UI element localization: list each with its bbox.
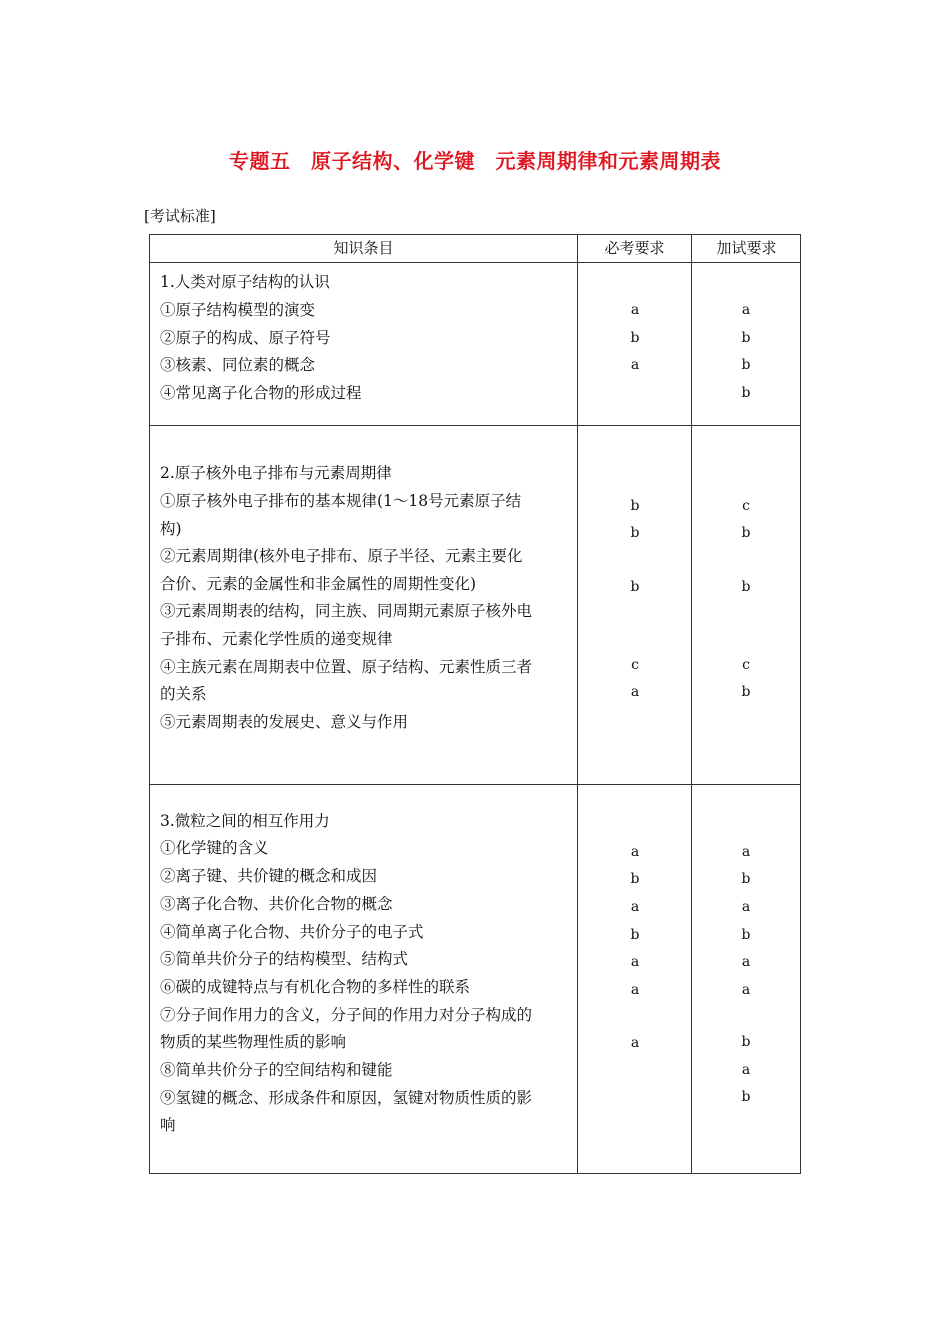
required-level: b xyxy=(630,525,640,541)
knowledge-line: 子排布、元素化学性质的递变规律 xyxy=(160,630,393,648)
column-divider xyxy=(577,235,578,1173)
knowledge-line: ⑤简单共价分子的结构模型、结构式 xyxy=(160,950,409,968)
extra-level: a xyxy=(741,899,751,915)
extra-level: c xyxy=(742,498,750,514)
extra-level: a xyxy=(741,302,751,318)
required-level: b xyxy=(630,330,640,346)
knowledge-line: ⑧简单共价分子的空间结构和键能 xyxy=(160,1061,393,1079)
knowledge-line: ④常见离子化合物的形成过程 xyxy=(160,384,362,402)
knowledge-line: ④简单离子化合物、共价分子的电子式 xyxy=(160,923,424,941)
extra-level: b xyxy=(741,871,751,887)
header-extra: 加试要求 xyxy=(716,239,777,257)
knowledge-line: 响 xyxy=(160,1116,176,1134)
required-level: a xyxy=(630,954,640,970)
extra-level: a xyxy=(741,982,751,998)
knowledge-line: ⑤元素周期表的发展史、意义与作用 xyxy=(160,713,409,731)
section-heading: 1.人类对原子结构的认识 xyxy=(160,273,330,291)
knowledge-line: ①原子结构模型的演变 xyxy=(160,301,316,319)
extra-level: b xyxy=(741,330,751,346)
knowledge-line: ⑦分子间作用力的含义，分子间的作用力对分子构成的 xyxy=(160,1006,533,1024)
extra-level: b xyxy=(741,357,751,373)
row-divider xyxy=(150,784,800,785)
required-level: a xyxy=(630,1035,640,1051)
required-level: b xyxy=(630,927,640,943)
knowledge-line: 物质的某些物理性质的影响 xyxy=(160,1033,347,1051)
extra-level: b xyxy=(741,1089,751,1105)
knowledge-line: ③核素、同位素的概念 xyxy=(160,356,316,374)
knowledge-line: ③元素周期表的结构，同主族、同周期元素原子核外电 xyxy=(160,602,533,620)
section-heading: 2.原子核外电子排布与元素周期律 xyxy=(160,464,392,482)
required-level: a xyxy=(630,982,640,998)
knowledge-line: ④主族元素在周期表中位置、原子结构、元素性质三者 xyxy=(160,658,533,676)
extra-level: a xyxy=(741,844,751,860)
required-level: a xyxy=(630,844,640,860)
extra-level: a xyxy=(741,1062,751,1078)
column-divider xyxy=(691,235,692,1173)
knowledge-line: ①化学键的含义 xyxy=(160,839,269,857)
extra-level: b xyxy=(741,579,751,595)
knowledge-line: 的关系 xyxy=(160,685,207,703)
required-level: b xyxy=(630,871,640,887)
row-divider xyxy=(150,262,800,263)
row-divider xyxy=(150,425,800,426)
required-level: a xyxy=(630,302,640,318)
required-level: a xyxy=(630,684,640,700)
required-level: c xyxy=(631,657,639,673)
extra-level: c xyxy=(742,657,750,673)
extra-level: b xyxy=(741,385,751,401)
required-level: a xyxy=(630,357,640,373)
extra-level: b xyxy=(741,927,751,943)
document-title: 专题五 原子结构、化学键 元素周期律和元素周期表 xyxy=(229,149,721,173)
knowledge-line: ③离子化合物、共价化合物的概念 xyxy=(160,895,393,913)
exam-standard-table xyxy=(149,234,801,1174)
header-required: 必考要求 xyxy=(604,239,665,257)
knowledge-line: ⑥碳的成键特点与有机化合物的多样性的联系 xyxy=(160,978,471,996)
header-knowledge-item: 知识条目 xyxy=(333,239,394,257)
extra-level: b xyxy=(741,684,751,700)
required-level: b xyxy=(630,498,640,514)
knowledge-line: ⑨氢键的概念、形成条件和原因，氢键对物质性质的影 xyxy=(160,1089,533,1107)
extra-level: b xyxy=(741,525,751,541)
knowledge-line: 合价、元素的金属性和非金属性的周期性变化) xyxy=(160,575,477,593)
knowledge-line: ②原子的构成、原子符号 xyxy=(160,329,331,347)
exam-standard-label: [考试标准] xyxy=(144,207,216,225)
knowledge-line: ②元素周期律(核外电子排布、原子半径、元素主要化 xyxy=(160,547,523,565)
extra-level: a xyxy=(741,954,751,970)
knowledge-line: ①原子核外电子排布的基本规律(1～18号元素原子结 xyxy=(160,492,522,510)
section-heading: 3.微粒之间的相互作用力 xyxy=(160,812,330,830)
extra-level: b xyxy=(741,1034,751,1050)
knowledge-line: 构) xyxy=(160,520,182,538)
required-level: a xyxy=(630,899,640,915)
knowledge-line: ②离子键、共价键的概念和成因 xyxy=(160,867,378,885)
required-level: b xyxy=(630,579,640,595)
